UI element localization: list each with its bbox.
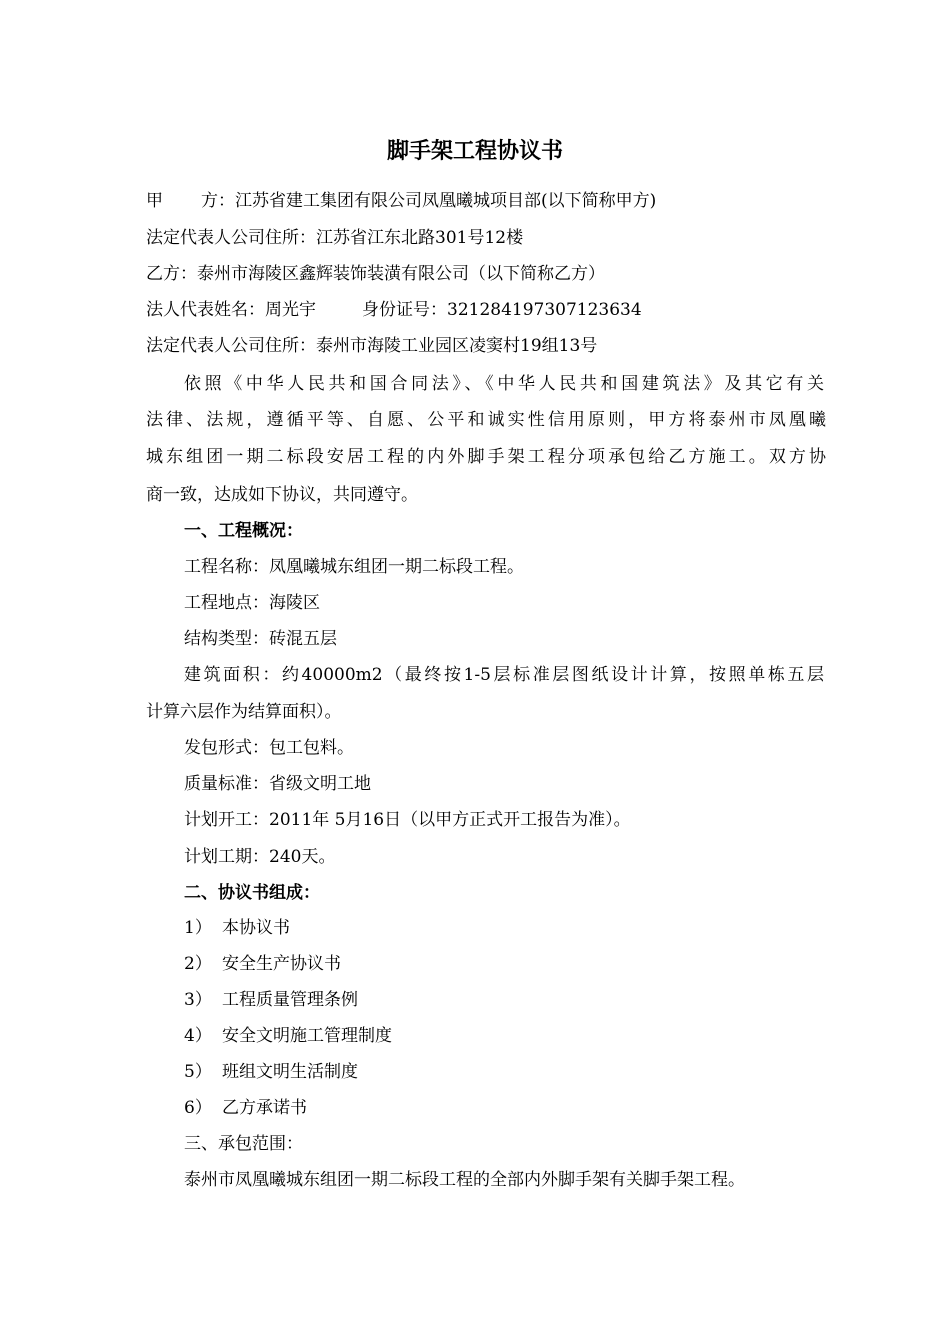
party-b-rep-label: 法人代表姓名：: [146, 300, 265, 320]
list-item-text: 安全生产协议书: [222, 954, 341, 974]
list-item-text: 乙方承诺书: [222, 1098, 307, 1118]
party-a-label-char1: 甲: [146, 191, 163, 211]
party-a-label-char2: 方：: [201, 191, 235, 211]
project-area-line-2: 计算六层作为结算面积）。: [146, 702, 342, 722]
project-name: 工程名称：凤凰曦城东组团一期二标段工程。: [184, 557, 524, 577]
list-item: [184, 988, 824, 1012]
party-b-rep-name: 周光宇: [265, 300, 316, 320]
party-a-line: [146, 189, 826, 213]
list-item-text: 本协议书: [222, 918, 290, 938]
list-item-text: 安全文明施工管理制度: [222, 1026, 392, 1046]
planned-duration: 计划工期：240天。: [184, 847, 336, 867]
list-item: [184, 1060, 824, 1084]
list-item: [184, 916, 824, 940]
intro-line-1: 依照《中华人民共和国合同法》、《中华人民共和国建筑法》及其它有关: [184, 374, 824, 394]
list-item-number: 6）: [184, 1098, 212, 1118]
list-item-text: 班组文明生活制度: [222, 1062, 358, 1082]
party-a-address: 江苏省江东北路301号12楼: [316, 228, 524, 248]
list-item: [184, 1096, 824, 1120]
list-item-text: 工程质量管理条例: [222, 990, 358, 1010]
party-a-address-line: [146, 226, 826, 250]
scope-text: 泰州市凤凰曦城东组团一期二标段工程的全部内外脚手架有关脚手架工程。: [184, 1170, 745, 1190]
list-item-number: 4）: [184, 1026, 212, 1046]
list-item: [184, 1024, 824, 1048]
party-b-line: [146, 262, 826, 286]
list-item-number: 3）: [184, 990, 212, 1010]
section3-heading: 三、承包范围：: [184, 1134, 303, 1154]
list-item-number: 1）: [184, 918, 212, 938]
section1-heading: 一、工程概况：: [184, 521, 303, 541]
party-b-value: 泰州市海陵区鑫辉装饰装潢有限公司（以下简称乙方）: [197, 264, 605, 284]
section2-heading: 二、协议书组成：: [184, 883, 320, 903]
party-b-id-number: 321284197307123634: [447, 300, 642, 320]
project-area-line-1: 建筑面积：约40000m2（最终按1-5层标准层图纸设计计算，按照单栋五层: [184, 665, 824, 685]
party-a-address-label: 法定代表人公司住所：: [146, 228, 316, 248]
planned-start: 计划开工：2011年 5月16日（以甲方正式开工报告为准）。: [184, 810, 631, 830]
party-a-value: 江苏省建工集团有限公司凤凰曦城项目部(以下简称甲方): [235, 191, 657, 211]
project-location: 工程地点：海陵区: [184, 593, 320, 613]
party-b-address-line: [146, 334, 826, 358]
quality-standard: 质量标准：省级文明工地: [184, 774, 371, 794]
list-item-number: 5）: [184, 1062, 212, 1082]
document-title: 脚手架工程协议书: [386, 138, 563, 164]
party-b-address: 泰州市海陵工业园区凌窦村19组13号: [316, 336, 598, 356]
list-item-number: 2）: [184, 954, 212, 974]
list-item: [184, 952, 824, 976]
intro-line-2: 法律、法规，遵循平等、自愿、公平和诚实性信用原则，甲方将泰州市凤凰曦: [146, 410, 826, 430]
intro-line-4: 商一致，达成如下协议，共同遵守。: [146, 485, 418, 505]
party-b-label: 乙方：: [146, 264, 197, 284]
contract-form: 发包形式：包工包料。: [184, 738, 354, 758]
party-b-id-label: 身份证号：: [362, 300, 447, 320]
project-structure: 结构类型：砖混五层: [184, 629, 337, 649]
intro-line-3: 城东组团一期二标段安居工程的内外脚手架工程分项承包给乙方施工。双方协: [146, 447, 826, 467]
party-b-rep-line: [146, 298, 826, 322]
party-b-address-label: 法定代表人公司住所：: [146, 336, 316, 356]
